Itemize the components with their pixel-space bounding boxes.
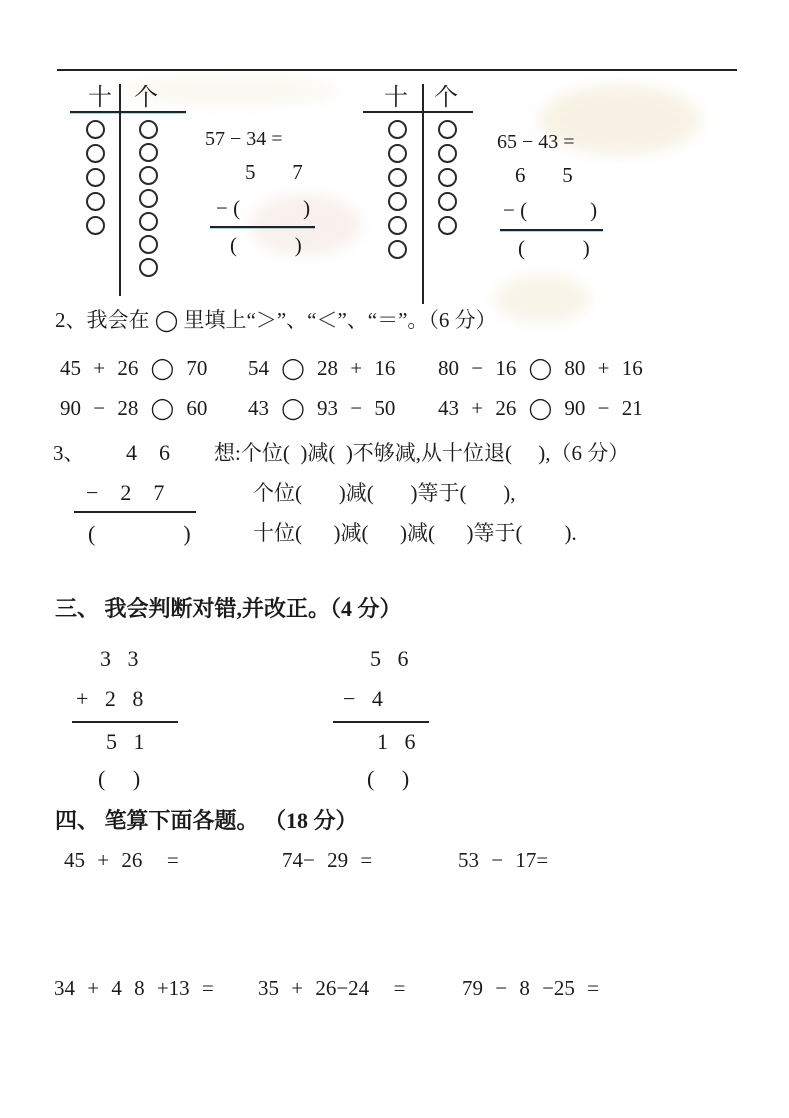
s3-problemA-top: 3 3: [100, 646, 139, 671]
q2-expression: 43 ◯ 93 − 50: [248, 396, 396, 420]
section3-header: 三、 我会判断对错,并改正。（4 分）: [55, 596, 402, 621]
s3-problemA-line: [72, 721, 178, 723]
counting-circle: [438, 144, 457, 163]
s3-problemB-line: [333, 721, 429, 723]
q3-think-line2: 个位( )减( )等于( ),: [253, 481, 516, 505]
counting-circle: [139, 189, 158, 208]
s3-problemB-top: 5 6: [370, 646, 409, 671]
chart2-ones-circles: [438, 120, 457, 235]
section4-header: 四、 笔算下面各题。 （18 分）: [55, 808, 358, 833]
scan-smudge: [495, 275, 590, 323]
s4-expression: 74− 29 =: [282, 848, 373, 872]
q2-expression: 45 + 26 ◯ 70: [60, 356, 208, 380]
s3-problemA-check: ( ): [98, 766, 141, 791]
chart1-header-underline: [70, 111, 186, 113]
counting-circle: [139, 258, 158, 277]
counting-circle: [438, 120, 457, 139]
counting-circle: [86, 168, 105, 187]
counting-circle: [388, 144, 407, 163]
counting-circle: [139, 235, 158, 254]
chart2-tens-label: 十: [384, 85, 408, 111]
q2-header: 2、我会在 ◯ 里填上“＞”、“＜”、“＝”。（6 分）: [55, 308, 497, 332]
chart2-answer-row: ( ): [518, 236, 590, 260]
s3-problemA-result: 5 1: [106, 729, 145, 754]
counting-circle: [438, 192, 457, 211]
counting-circle: [86, 216, 105, 235]
chart1-column-divider: [119, 84, 121, 296]
chart1-answer-row: ( ): [230, 233, 302, 257]
chart1-ones-label: 个: [134, 85, 158, 111]
chart1-tens-circles: [86, 120, 105, 235]
chart2-header-underline: [363, 111, 473, 113]
chart1-ones-circles: [139, 120, 158, 277]
q3-minuend: 4 6: [126, 440, 170, 465]
counting-circle: [86, 192, 105, 211]
counting-circle: [388, 120, 407, 139]
chart1-tens-label: 十: [88, 85, 112, 111]
q2-expression: 80 − 16 ◯ 80 + 16: [438, 356, 643, 380]
q3-number: 3、: [53, 441, 85, 465]
q3-subtrahend: − 2 7: [86, 480, 165, 505]
q2-expression: 90 − 28 ◯ 60: [60, 396, 208, 420]
chart2-digits-row: 6 5: [515, 163, 573, 187]
chart2-answer-line: [500, 229, 603, 231]
s4-expression: 53 − 17=: [458, 848, 549, 872]
q2-expression: 54 ◯ 28 + 16: [248, 356, 396, 380]
chart1-answer-line: [210, 226, 315, 228]
q2-expression: 43 + 26 ◯ 90 − 21: [438, 396, 643, 420]
s4-expression: 35 + 26−24 =: [258, 976, 406, 1000]
q3-think-line3: 十位( )减( )减( )等于( ).: [253, 521, 577, 545]
counting-circle: [139, 143, 158, 162]
counting-circle: [388, 240, 407, 259]
counting-circle: [139, 212, 158, 231]
top-divider-line: [57, 69, 737, 71]
s4-expression: 45 + 26 =: [64, 848, 179, 872]
counting-circle: [438, 168, 457, 187]
q3-think-line1: 想:个位( )减( )不够减,从十位退( ),（6 分）: [214, 441, 630, 465]
counting-circle: [86, 120, 105, 139]
s3-problemB-check: ( ): [367, 766, 410, 791]
s3-problemB-result: 1 6: [377, 729, 416, 754]
chart2-equation: 65 − 43 =: [497, 131, 575, 153]
counting-circle: [139, 120, 158, 139]
chart2-minus-row: − ( ): [503, 198, 598, 222]
counting-circle: [438, 216, 457, 235]
s4-expression: 34 + 4 8 +13 =: [54, 976, 214, 1000]
counting-circle: [388, 168, 407, 187]
counting-circle: [86, 144, 105, 163]
counting-circle: [388, 192, 407, 211]
chart1-digits-row: 5 7: [245, 160, 303, 184]
counting-circle: [139, 166, 158, 185]
q3-answer: ( ): [88, 521, 191, 546]
s3-problemB-op-row: − 4: [343, 686, 383, 711]
chart2-column-divider: [422, 84, 424, 304]
s3-problemA-op-row: + 2 8: [76, 686, 144, 711]
chart2-tens-circles: [388, 120, 407, 259]
chart1-minus-row: − ( ): [216, 196, 311, 220]
s4-expression: 79 − 8 −25 =: [462, 976, 600, 1000]
chart2-ones-label: 个: [434, 85, 458, 111]
counting-circle: [388, 216, 407, 235]
chart1-equation: 57 − 34 =: [205, 128, 283, 150]
q3-answer-line: [74, 511, 196, 513]
